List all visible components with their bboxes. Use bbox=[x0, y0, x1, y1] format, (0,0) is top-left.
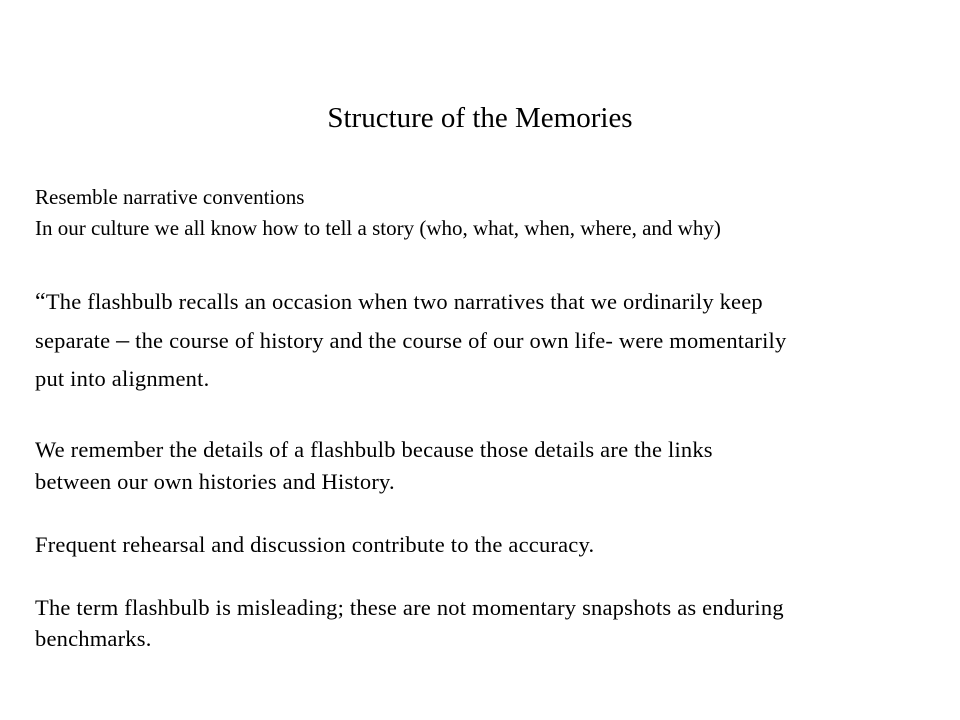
quote-block bbox=[35, 283, 915, 398]
paragraph-links bbox=[35, 434, 925, 497]
paragraph-misleading bbox=[35, 592, 925, 655]
quote-line-2 bbox=[35, 321, 915, 360]
notes-block bbox=[35, 434, 925, 655]
quote-line-3: put into alignment. bbox=[35, 366, 210, 391]
quote-text-2b: the course of history and the course of our own life- were momentarily bbox=[129, 328, 787, 353]
intro-line-narrative: Resemble narrative conventions bbox=[35, 185, 305, 209]
paragraph-spacer bbox=[35, 497, 925, 529]
paragraph-line: Frequent rehearsal and discussion contribute to the accuracy. bbox=[35, 531, 595, 557]
paragraph-line: The term flashbulb is misleading; these are not momentary snapshots as enduring bbox=[35, 594, 784, 620]
quote-text-2a: separate bbox=[35, 328, 111, 353]
intro-block bbox=[35, 182, 935, 244]
quote-dash: – bbox=[116, 325, 130, 354]
intro-line-story: In our culture we all know how to tell a story (who, what, when, where, and why) bbox=[35, 216, 721, 240]
open-quote-mark: “ bbox=[35, 289, 46, 315]
paragraph-spacer bbox=[35, 560, 925, 592]
paragraph-line: We remember the details of a flashbulb because those details are the links bbox=[35, 437, 713, 462]
paragraph-rehearsal bbox=[35, 529, 925, 561]
quote-line-1 bbox=[35, 283, 915, 321]
quote-text-1: The flashbulb recalls an occasion when two narratives that we ordinarily keep bbox=[45, 289, 763, 314]
paragraph-line: benchmarks. bbox=[35, 626, 152, 651]
slide-title: Structure of the Memories bbox=[327, 102, 633, 134]
paragraph-line: between our own histories and History. bbox=[35, 468, 395, 494]
